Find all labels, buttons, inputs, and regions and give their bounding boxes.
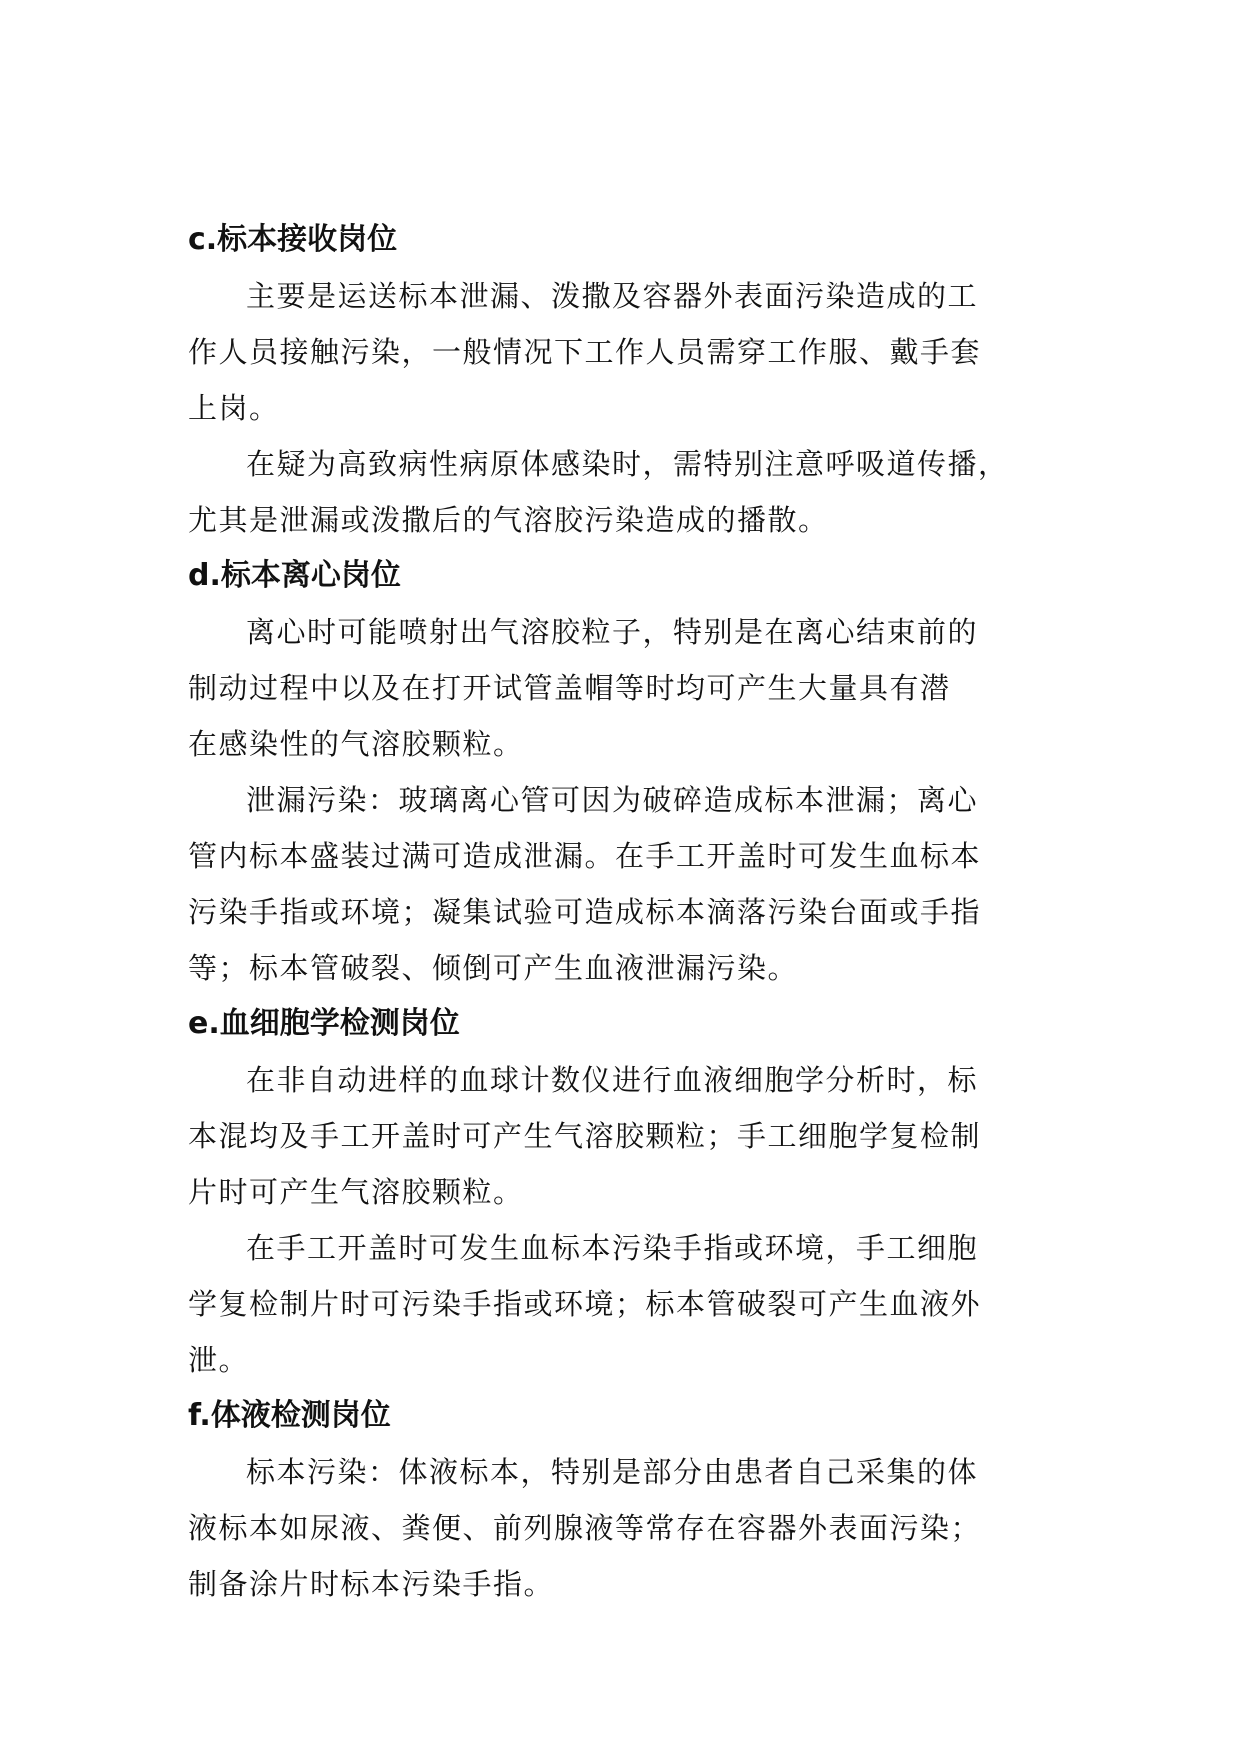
paragraph xyxy=(188,772,1058,996)
text-line: 标本污染：体液标本，特别是部分由患者自己采集的体 xyxy=(246,1455,979,1489)
text-line: 在非自动进样的血球计数仪进行血液细胞学分析时，标 xyxy=(246,1063,979,1097)
text-line: 污染手指或环境；凝集试验可造成标本滴落污染台面或手指 xyxy=(188,895,982,929)
text-line: 离心时可能喷射出气溶胶粒子，特别是在离心结束前的 xyxy=(246,615,979,649)
section-heading-e: e.血细胞学检测岗位 xyxy=(188,1006,460,1041)
text-line: 泄漏污染：玻璃离心管可因为破碎造成标本泄漏；离心 xyxy=(246,783,979,817)
text-line: 在疑为高致病性病原体感染时，需特别注意呼吸道传播， xyxy=(246,447,1009,481)
text-line: 本混均及手工开盖时可产生气溶胶颗粒；手工细胞学复检制 xyxy=(188,1119,982,1153)
paragraph xyxy=(188,268,1058,436)
text-line: 等；标本管破裂、倾倒可产生血液泄漏污染。 xyxy=(188,951,799,985)
text-line: 液标本如尿液、粪便、前列腺液等常存在容器外表面污染； xyxy=(188,1511,982,1545)
section-heading-d: d.标本离心岗位 xyxy=(188,558,401,593)
text-line: 在手工开盖时可发生血标本污染手指或环境，手工细胞 xyxy=(246,1231,979,1265)
paragraph xyxy=(188,1052,1058,1220)
text-line: 在感染性的气溶胶颗粒。 xyxy=(188,727,524,761)
paragraph xyxy=(188,604,1058,772)
document-body xyxy=(188,212,1058,1612)
paragraph xyxy=(188,1220,1058,1388)
text-line: 主要是运送标本泄漏、泼撒及容器外表面污染造成的工 xyxy=(246,279,979,313)
paragraph xyxy=(188,1444,1058,1612)
text-line: 作人员接触污染，一般情况下工作人员需穿工作服、戴手套 xyxy=(188,335,982,369)
text-line: 泄。 xyxy=(188,1343,250,1377)
text-line: 尤其是泄漏或泼撒后的气溶胶污染造成的播散。 xyxy=(188,503,829,537)
text-line: 片时可产生气溶胶颗粒。 xyxy=(188,1175,524,1209)
text-line: 制备涂片时标本污染手指。 xyxy=(188,1567,555,1601)
text-line: 上岗。 xyxy=(188,391,280,425)
text-line: 学复检制片时可污染手指或环境；标本管破裂可产生血液外 xyxy=(188,1287,982,1321)
section-heading-f: f.体液检测岗位 xyxy=(188,1398,391,1433)
section-heading-c: c.标本接收岗位 xyxy=(188,222,398,257)
text-line: 管内标本盛装过满可造成泄漏。在手工开盖时可发生血标本 xyxy=(188,839,982,873)
text-line: 制动过程中以及在打开试管盖帽等时均可产生大量具有潜 xyxy=(188,671,951,705)
paragraph xyxy=(188,436,1058,548)
